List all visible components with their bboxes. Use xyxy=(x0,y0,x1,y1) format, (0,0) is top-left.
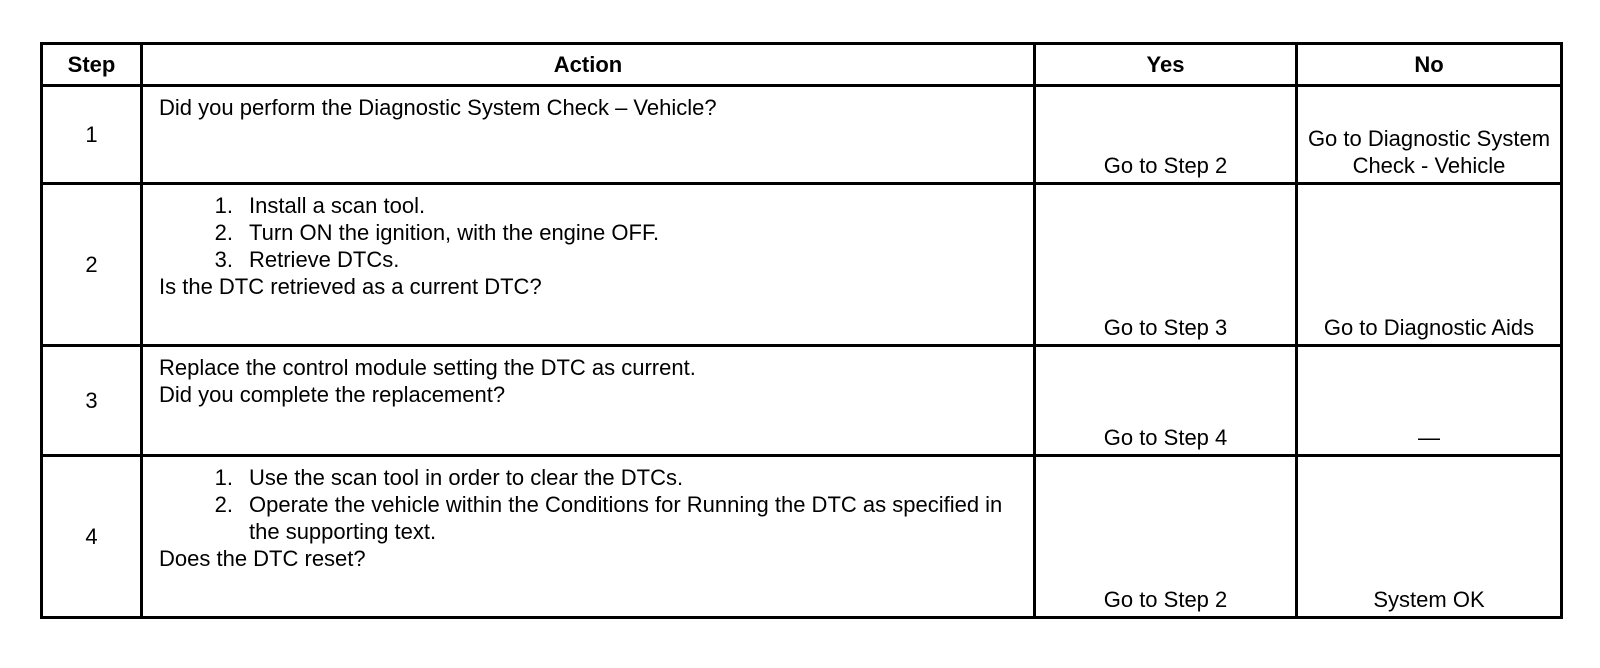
question-text: Is the DTC retrieved as a current DTC? xyxy=(159,274,542,299)
list-item-text: Retrieve DTCs. xyxy=(249,247,400,272)
no-cell: — xyxy=(1297,346,1562,456)
yes-cell: Go to Step 2 xyxy=(1035,86,1297,184)
action-text: Replace the control module setting the DTC as current. xyxy=(159,355,696,380)
list-item-text: Operate the vehicle within the Conditions for Running the DTC as specified in the supporting text. xyxy=(249,492,1003,544)
no-cell: System OK xyxy=(1297,456,1562,618)
list-item-number: 1. xyxy=(214,193,233,218)
action-text: Did you perform the Diagnostic System Check – Vehicle? xyxy=(159,95,717,120)
step-number: 1 xyxy=(42,86,142,184)
step-number: 2 xyxy=(42,184,142,346)
list-item-number: 2. xyxy=(214,220,233,245)
question-text: Did you complete the replacement? xyxy=(159,382,506,407)
table-row xyxy=(42,184,1562,346)
table-row xyxy=(42,456,1562,618)
action-cell xyxy=(142,86,1035,184)
list-item-text: Turn ON the ignition, with the engine OFF. xyxy=(249,220,660,245)
list-item-text: Install a scan tool. xyxy=(249,193,426,218)
table-row xyxy=(42,86,1562,184)
list-item xyxy=(159,246,1017,273)
list-item xyxy=(159,192,1017,219)
no-cell: Go to Diagnostic System Check - Vehicle xyxy=(1297,86,1562,184)
list-item-number: 1. xyxy=(214,465,233,490)
list-item xyxy=(159,219,1017,246)
header-step: Step xyxy=(42,44,142,86)
diagnostic-table xyxy=(40,42,1563,619)
action-cell xyxy=(142,184,1035,346)
question-text: Does the DTC reset? xyxy=(159,546,366,571)
list-item xyxy=(159,491,1017,545)
list-item xyxy=(159,464,1017,491)
header-no: No xyxy=(1297,44,1562,86)
instruction-list xyxy=(159,464,1017,545)
header-yes: Yes xyxy=(1035,44,1297,86)
yes-cell: Go to Step 4 xyxy=(1035,346,1297,456)
action-cell xyxy=(142,456,1035,618)
table-row xyxy=(42,346,1562,456)
list-item-number: 3. xyxy=(214,247,233,272)
header-row xyxy=(42,44,1562,86)
step-number: 3 xyxy=(42,346,142,456)
instruction-list xyxy=(159,192,1017,273)
yes-cell: Go to Step 3 xyxy=(1035,184,1297,346)
no-cell: Go to Diagnostic Aids xyxy=(1297,184,1562,346)
step-number: 4 xyxy=(42,456,142,618)
header-action: Action xyxy=(142,44,1035,86)
yes-cell: Go to Step 2 xyxy=(1035,456,1297,618)
list-item-number: 2. xyxy=(214,492,233,517)
action-cell xyxy=(142,346,1035,456)
list-item-text: Use the scan tool in order to clear the DTCs. xyxy=(249,465,684,490)
